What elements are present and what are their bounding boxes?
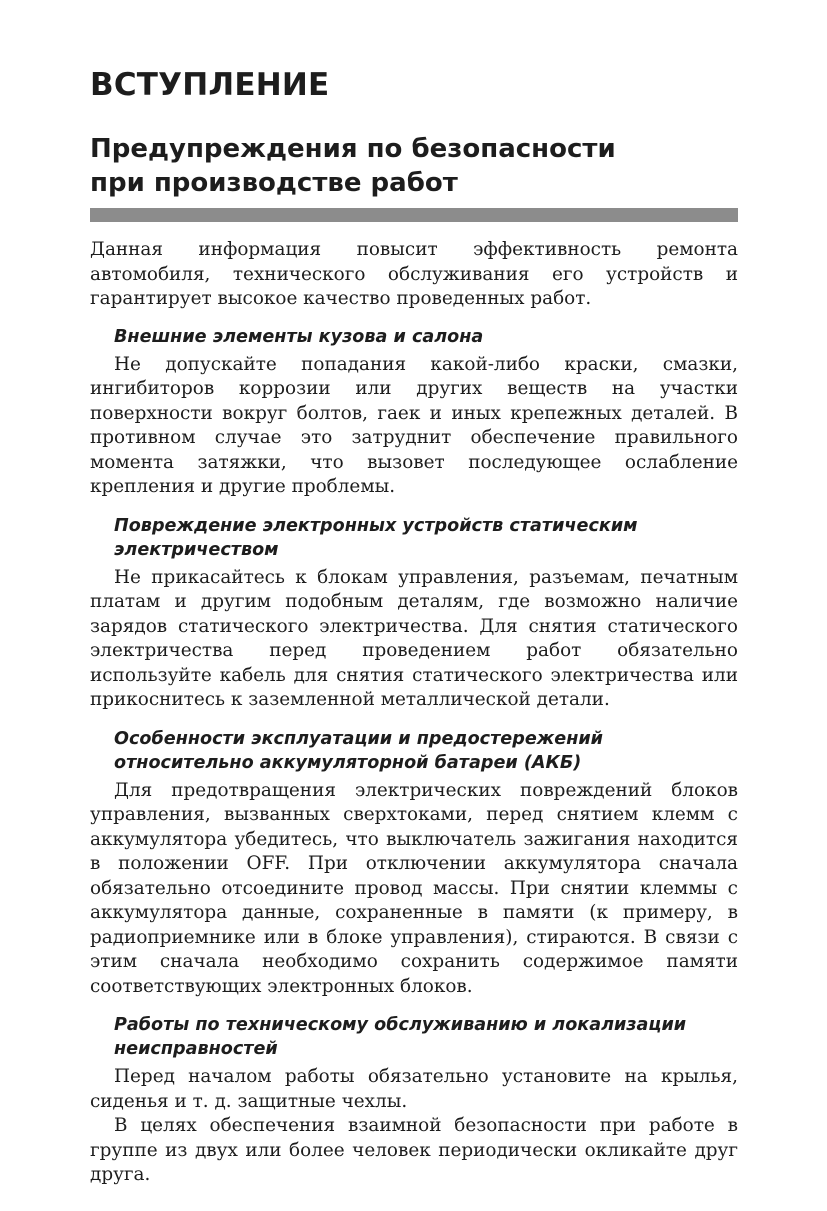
intro-paragraph: Данная информация повысит эффективность ремонта автомобиля, технического обслуживания его устройств и гарантирует высокое качество проведенных работ. [90, 239, 738, 309]
subsection-heading: Внешние элементы кузова и салона [114, 326, 484, 347]
subsection-static-electricity [90, 514, 738, 713]
section-title [90, 132, 738, 200]
subsection-paragraph: Для предотвращения электрических повреждений блоков управления, вызванных сверхтоками, перед снятием клемм с аккумулятора убедитесь, что выключатель зажигания находится в положении OFF. При отключении аккумулятора сначала обязательно отсоедините провод массы. При снятии клеммы с аккумулятора данные, сохраненные в памяти (к примеру, в радиоприемнике или в блоке управления), стираются. В связи с этим сначала необходимо сохранить содержимое памяти соответствующих электронных блоков. [90, 779, 738, 997]
section-divider-bar [90, 208, 738, 222]
section-title-line-2: при производстве работ [90, 168, 458, 198]
subsection-exterior [90, 325, 738, 500]
subsection-heading: Особенности эксплуатации и предостережений относительно аккумуляторной батареи (АКБ) [114, 728, 604, 773]
subsection-maintenance [90, 1013, 738, 1188]
chapter-title: ВСТУПЛЕНИЕ [90, 67, 330, 103]
section-title-line-1: Предупреждения по безопасности [90, 134, 616, 164]
subsection-paragraph: Не прикасайтесь к блокам управления, разъемам, печатным платам и другим подобным деталям, где возможно наличие зарядов статического электричества. Для снятия статического электричества перед проведением работ обязательно используйте кабель для снятия статического электричества или прикоснитесь к заземленной металлической детали. [90, 566, 738, 710]
document-page [90, 62, 738, 1188]
subsection-paragraph: Перед началом работы обязательно установите на крылья, сиденья и т. д. защитные чехлы. [90, 1066, 738, 1112]
subsection-battery [90, 727, 738, 1000]
subsection-paragraph: В целях обеспечения взаимной безопасности при работе в группе из двух или более человек периодически окликайте друг друга. [90, 1115, 738, 1185]
subsection-heading: Работы по техническому обслуживанию и локализации неисправностей [114, 1015, 687, 1059]
subsection-heading: Повреждение электронных устройств статическим электричеством [114, 515, 638, 560]
subsection-paragraph: Не допускайте попадания какой-либо краски, смазки, ингибиторов коррозии или других веществ на участки поверхности вокруг болтов, гаек и иных крепежных деталей. В противном случае это затруднит обеспечение правильного момента затяжки, что вызовет последующее ослабление крепления и другие проблемы. [90, 353, 738, 497]
